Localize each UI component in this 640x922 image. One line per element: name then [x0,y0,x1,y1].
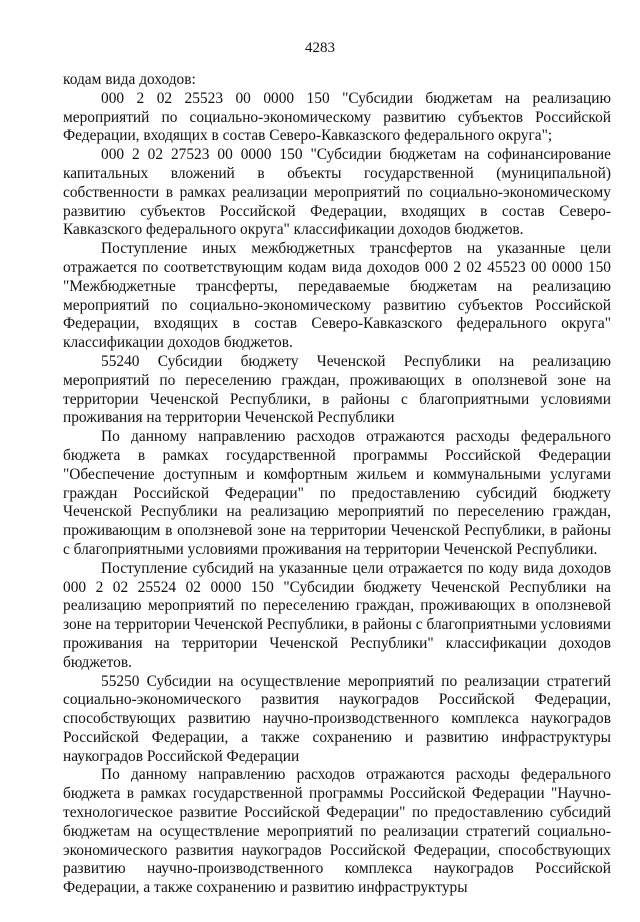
section-heading-55240: 55240 Субсидии бюджету Чеченской Республики на реализацию мероприятий по переселению граждан, проживающих в оползневой зоне на территории Чеченской Республики, в районы с благоприятными условиями проживания на территории Чеченской Республики [63,352,611,427]
paragraph-expenses-55250: По данному направлению расходов отражаются расходы федерального бюджета в рамках государственной программы Российской Федерации "Научно-технологическое развитие Российской Федерации" по предоставлению субсидий бюджетам на осуществление мероприятий по реализации стратегий социально-экономического развития наукоградов Российской Федерации, способствующих развитию научно-производственного комплекса наукоградов Российской Федерации, а также сохранению и развитию инфраструктуры [63,766,611,897]
page-number: 4283 [305,40,335,56]
paragraph-income-25524: Поступление субсидий на указанные цели отражается по коду вида доходов 000 2 02 25524 02 0000 150 "Субсидии бюджету Чеченской Республики на реализацию мероприятий по переселению граждан, проживающих в оползневой зоне на территории Чеченской Республики, в районы с благоприятными условиями проживания на территории Чеченской Республики" классификации доходов бюджетов. [63,559,611,671]
paragraph-code-25523: 000 2 02 25523 00 0000 150 "Субсидии бюджетам на реализацию мероприятий по социально-экономическому развитию субъектов Российской Федерации, входящих в состав Северо-Кавказского федерального округа"; [63,89,611,145]
section-heading-55250: 55250 Субсидии на осуществление мероприятий по реализации стратегий социально-экономического развития наукоградов Российской Федерации, способствующих развитию научно-производственного комплекса наукоградов Российской Федерации, а также сохранению и развитию инфраструктуры наукоградов Российской Федерации [63,672,611,765]
paragraph-expenses-55240: По данному направлению расходов отражаются расходы федерального бюджета в рамках государственной программы Российской Федерации "Обеспечение доступным и комфортным жильем и коммунальными услугами граждан Российской Федерации" по предоставлению субсидий бюджету Чеченской Республики на реализацию мероприятий по переселению граждан, проживающим в оползневой зоне на территории Чеченской Республики, в районы с благоприятными условиями проживания на территории Чеченской Республики. [63,428,611,558]
paragraph-code-27523: 000 2 02 27523 00 0000 150 "Субсидии бюджетам на софинансирование капитальных вложений в объекты государственной (муниципальной) собственности в рамках реализации мероприятий по социально-экономическому развитию субъектов Российской Федерации, входящих в состав Северо-Кавказского федерального округа" классификации доходов бюджетов. [63,146,611,239]
paragraph-transfers-45523: Поступление иных межбюджетных трансфертов на указанные цели отражается по соответствующим кодам вида доходов 000 2 02 45523 00 0000 150 "Межбюджетные трансферты, передаваемые бюджетам на реализацию мероприятий по социально-экономическому развитию субъектов Российской Федерации, входящих в состав Северо-Кавказского федерального округа" классификации доходов бюджетов. [63,240,611,352]
paragraph-intro: кодам вида доходов: [63,71,196,88]
document-body [63,71,611,898]
